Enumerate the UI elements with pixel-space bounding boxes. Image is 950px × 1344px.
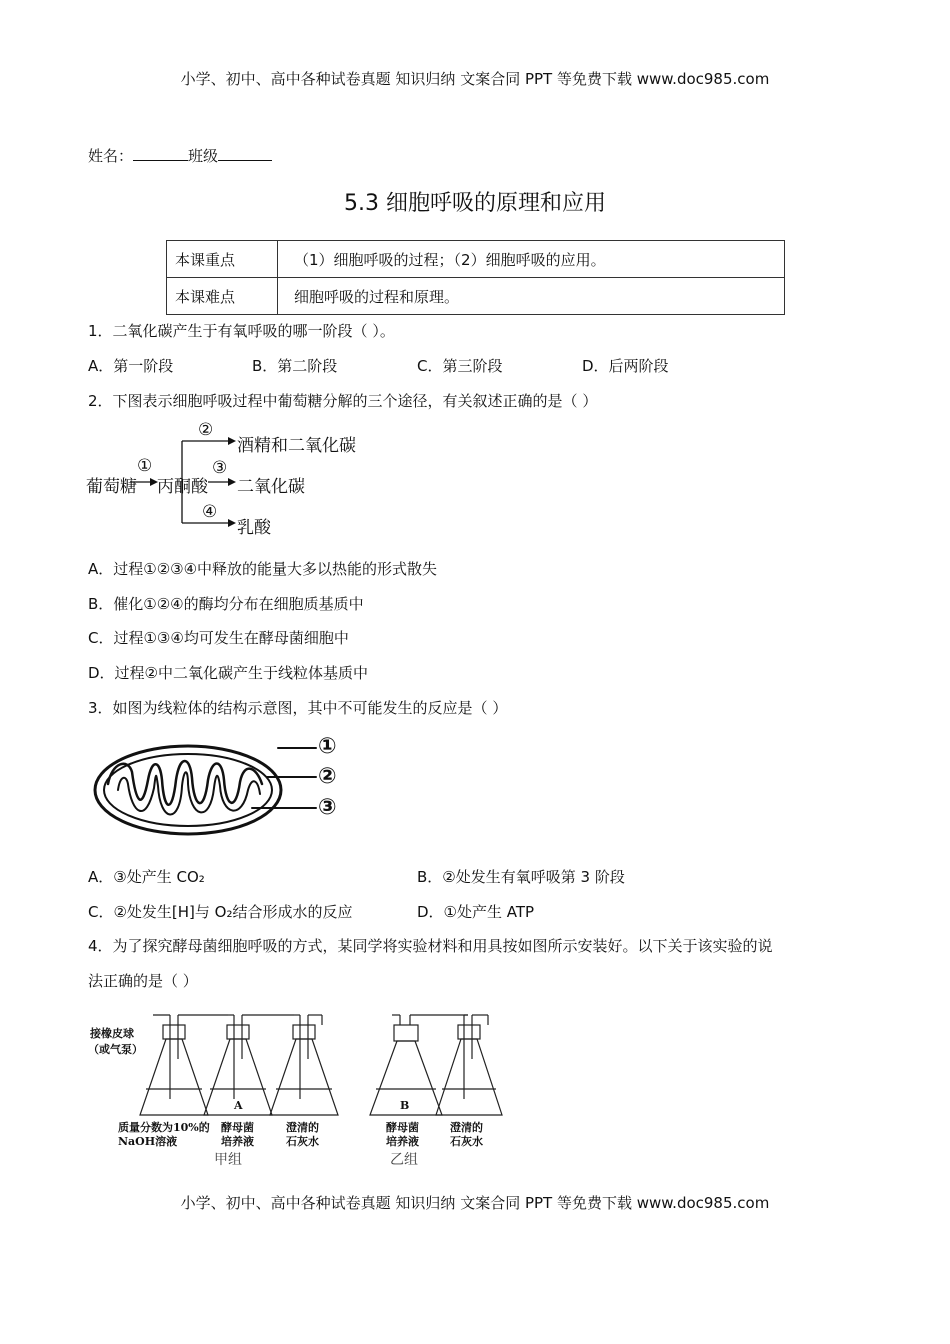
mito-label-3: ③ bbox=[318, 795, 337, 820]
q2-option-c[interactable]: C．过程①③④均可发生在酵母菌细胞中 bbox=[88, 629, 349, 647]
page-header: 小学、初中、高中各种试卷真题 知识归纳 文案合同 PPT 等免费下载 www.doc985.com bbox=[180, 70, 770, 88]
name-blank[interactable] bbox=[133, 146, 188, 161]
pyruvate-label: 丙酮酸 bbox=[157, 477, 208, 497]
pump-label-line2: （或气泵） bbox=[88, 1043, 143, 1056]
flask-a-label: A bbox=[234, 1099, 243, 1112]
q3-option-b[interactable]: B．②处发生有氧呼吸第 3 阶段 bbox=[417, 868, 625, 886]
q3-option-a[interactable]: A．③处产生 CO₂ bbox=[88, 868, 205, 886]
glucose-label: 葡萄糖 bbox=[86, 477, 137, 497]
q1-option-a[interactable]: A．第一阶段 bbox=[88, 357, 174, 375]
naoh-label-line1: 质量分数为10%的 bbox=[118, 1121, 210, 1134]
q3-option-c[interactable]: C．②处发生[H]与 O₂结合形成水的反应 bbox=[88, 903, 353, 921]
process-3-label: ③ bbox=[212, 458, 228, 478]
mito-label-1: ① bbox=[318, 734, 337, 759]
question-2-stem: 2．下图表示细胞呼吸过程中葡萄糖分解的三个途径，有关叙述正确的是（ ） bbox=[88, 392, 598, 410]
name-label: 姓名： bbox=[88, 147, 134, 165]
yeast-a-line1: 酵母菌 bbox=[221, 1121, 254, 1134]
q3-option-d[interactable]: D．①处产生 ATP bbox=[417, 903, 535, 921]
class-blank[interactable] bbox=[218, 146, 272, 161]
question-4-stem-line2: 法正确的是（ ） bbox=[88, 972, 198, 990]
question-3-stem: 3．如图为线粒体的结构示意图，其中不可能发生的反应是（ ） bbox=[88, 699, 508, 717]
product-co2: 二氧化碳 bbox=[237, 477, 305, 497]
product-lactic-acid: 乳酸 bbox=[237, 518, 271, 538]
yeast-b-line1: 酵母菌 bbox=[386, 1121, 419, 1134]
process-1-label: ① bbox=[137, 456, 153, 476]
student-info bbox=[88, 145, 272, 166]
table-cell-label: 本课重点 bbox=[167, 241, 278, 278]
q1-option-c[interactable]: C．第三阶段 bbox=[417, 357, 503, 375]
yeast-a-line2: 培养液 bbox=[221, 1135, 254, 1148]
table-cell-value: 细胞呼吸的过程和原理。 bbox=[278, 278, 785, 315]
question-1-stem: 1．二氧化碳产生于有氧呼吸的哪一阶段（ ）。 bbox=[88, 322, 395, 340]
naoh-label-line2: NaOH溶液 bbox=[118, 1135, 178, 1148]
table-row bbox=[167, 241, 785, 278]
key-points-table bbox=[166, 240, 785, 315]
respiration-pathway-diagram bbox=[86, 420, 386, 540]
process-2-label: ② bbox=[198, 420, 214, 440]
q2-option-b[interactable]: B．催化①②④的酶均分布在细胞质基质中 bbox=[88, 595, 364, 613]
lime-2-line1: 澄清的 bbox=[450, 1121, 483, 1134]
mitochondrion-diagram bbox=[92, 732, 352, 844]
page-title: 5.3 细胞呼吸的原理和应用 bbox=[344, 191, 606, 216]
table-row bbox=[167, 278, 785, 315]
lime-2-line2: 石灰水 bbox=[450, 1135, 483, 1148]
q1-option-d[interactable]: D．后两阶段 bbox=[582, 357, 669, 375]
mito-label-2: ② bbox=[318, 764, 337, 789]
pump-label-line1: 接橡皮球 bbox=[90, 1027, 134, 1040]
question-4-stem-line1: 4．为了探究酵母菌细胞呼吸的方式，某同学将实验材料和用具按如图所示安装好。以下关于该实验的说 bbox=[88, 937, 773, 955]
q2-option-a[interactable]: A．过程①②③④中释放的能量大多以热能的形式散失 bbox=[88, 560, 438, 578]
group-1-label: 甲组 bbox=[214, 1152, 242, 1168]
group-2-label: 乙组 bbox=[390, 1152, 418, 1168]
mitochondrion-drawing bbox=[92, 732, 352, 844]
class-label: 班级 bbox=[188, 147, 219, 165]
product-alcohol-co2: 酒精和二氧化碳 bbox=[237, 436, 356, 456]
yeast-experiment-figure bbox=[88, 1003, 508, 1173]
q1-option-b[interactable]: B．第二阶段 bbox=[252, 357, 338, 375]
q2-option-d[interactable]: D．过程②中二氧化碳产生于线粒体基质中 bbox=[88, 664, 368, 682]
yeast-b-line2: 培养液 bbox=[386, 1135, 419, 1148]
lime-1-line1: 澄清的 bbox=[286, 1121, 319, 1134]
table-cell-value: （1）细胞呼吸的过程；（2）细胞呼吸的应用。 bbox=[278, 241, 785, 278]
table-cell-label: 本课难点 bbox=[167, 278, 278, 315]
page-footer: 小学、初中、高中各种试卷真题 知识归纳 文案合同 PPT 等免费下载 www.doc985.com bbox=[180, 1194, 770, 1212]
flask-b-label: B bbox=[400, 1099, 410, 1112]
lime-1-line2: 石灰水 bbox=[286, 1135, 319, 1148]
process-4-label: ④ bbox=[202, 502, 218, 522]
